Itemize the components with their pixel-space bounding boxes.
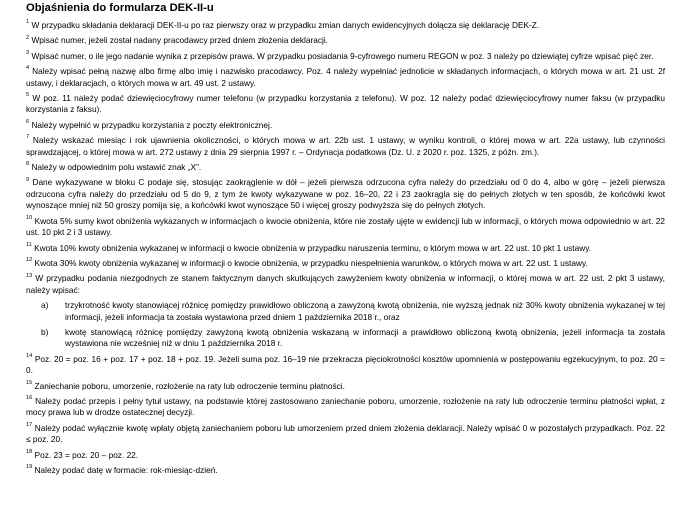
footnote-text: Dane wykazywane w bloku C podaje się, stosując zaokrąglenie w dół – jeżeli pierwsza odrzucona cyfra należy do przedziału od 0 do 4, albo w górę – jeżeli pierwsza odrzucona cyfra należy do przedziału od 5 do 9, z tym że kwoty wykazywane w poz. 16–20, 22 i 23 zaokrągla się do pełnych złotych w ten sposób, że końcówki kwot wynoszące mniej niż 50 groszy pomija się, a końcówki kwot wynoszące 50 i więcej groszy podwyższa się do pełnych złotych.	[26, 177, 665, 211]
footnote-text: Należy w odpowiednim polu wstawić znak „X”.	[31, 162, 202, 173]
footnote-number: 9	[26, 176, 30, 183]
footnote-number: 2	[26, 34, 30, 41]
footnote-number: 18	[26, 448, 33, 455]
sub-item-text: kwotę stanowiącą różnicę pomiędzy zawyżoną kwotą obniżenia wskazaną w informacji a prawidłowo obliczoną kwotą obniżenia, jeżeli informacja ta została wystawiona nie wcześniej niż w dniu 1 października 2018 r.	[65, 326, 665, 349]
footnote-number: 11	[26, 241, 32, 248]
footnote-number: 6	[26, 119, 30, 126]
footnote-text: W poz. 11 należy podać dziewięciocyfrowy numer telefonu (w przypadku korzystania z telefonu). W poz. 12 należy podać dziewięciocyfrowy numer faksu (w przypadku korzystania z faksu).	[26, 93, 665, 115]
footnote-number: 3	[26, 50, 30, 57]
subitems-list	[26, 300, 665, 350]
footnote-item	[26, 162, 665, 173]
footnote-item	[26, 354, 665, 377]
sub-item	[26, 300, 665, 323]
footnote-number: 12	[26, 257, 33, 264]
footnote-item	[26, 450, 665, 461]
footnote-text: Wpisać numer, jeżeli został nadany pracodawcy przed dniem złożenia deklaracji.	[31, 35, 328, 46]
notes-list	[26, 20, 665, 296]
footnote-item	[26, 243, 665, 254]
footnote-number: 10	[26, 214, 33, 221]
footnote-number: 7	[26, 134, 30, 141]
footnote-text: Wpisać numer, o ile jego nadanie wynika z przepisów prawa. W przypadku posiadania 9-cyfrowego numeru REGON w poz. 3 należy po dziewiątej cyfrze wpisać pięć zer.	[31, 50, 654, 61]
footnote-item	[26, 381, 665, 392]
footnote-number: 14	[26, 352, 33, 359]
footnote-text: Należy wypełnić w przypadku korzystania z poczty elektronicznej.	[31, 119, 273, 130]
footnote-item	[26, 273, 665, 296]
sub-item	[26, 327, 665, 350]
footnote-text: Kwota 10% kwoty obniżenia wykazanej w informacji o kwocie obniżenia w przypadku naruszenia terminu, o którym mowa w art. 22 ust. 10 pkt 1 ustawy.	[34, 242, 592, 253]
footnote-number: 1	[26, 19, 30, 26]
footnote-number: 19	[26, 464, 33, 471]
page-title: Objaśnienia do formularza DEK-II-u	[26, 2, 214, 14]
footnote-number: 8	[26, 161, 30, 168]
sub-item-label: b)	[41, 326, 49, 337]
footnote-item	[26, 396, 665, 419]
footnote-text: W przypadku podania niezgodnych ze stanem faktycznym danych skutkujących zawyżeniem kwoty obniżenia w informacji, o której mowa w art. 22 ust. 2 pkt 3 ustawy, należy wpisać:	[26, 273, 665, 295]
footnote-text: W przypadku składania deklaracji DEK-II-u po raz pierwszy oraz w przypadku zmian danych ewidencyjnych dołącza się deklarację DEK-Z.	[31, 20, 540, 30]
footnote-number: 4	[26, 65, 30, 72]
footnote-item	[26, 135, 665, 158]
footnote-item	[26, 120, 665, 131]
footnote-item	[26, 66, 665, 89]
footnote-item	[26, 51, 665, 62]
sub-item-text: trzykrotność kwoty stanowiącej różnicę pomiędzy prawidłowo obliczoną a zawyżoną kwotą obniżenia, nie wyższą jednak niż 30% kwoty obniżenia wykazanej w tej informacji, jeżeli informacja ta została wystawiona przed dniem 1 października 2018 r., oraz	[65, 300, 665, 322]
notes-list-continued	[26, 354, 665, 477]
footnote-number: 5	[26, 92, 30, 99]
footnote-text: Zaniechanie poboru, umorzenie, rozłożenie na raty lub odroczenie terminu płatności.	[34, 380, 345, 391]
footnote-text: Kwota 30% kwoty obniżenia wykazanej w informacji o kwocie obniżenia, w przypadku niespełnienia warunków, o których mowa w art. 22 ust. 1 ustawy.	[34, 257, 588, 268]
footnote-item	[26, 216, 665, 239]
footnote-item	[26, 35, 665, 46]
footnote-item	[26, 423, 665, 446]
sub-item-label: a)	[41, 300, 49, 311]
footnote-text: Należy podać przepis i pełny tytuł ustawy, na podstawie której zastosowano zaniechanie poboru, umorzenie, rozłożenie na raty lub odroczenie terminu płatności wpłat, z mocy prawa lub w drodze ostatecznej decyzji.	[26, 395, 665, 418]
footnote-text: Należy podać datę w formacie: rok-miesiąc-dzień.	[34, 465, 218, 475]
footnote-item	[26, 465, 665, 476]
footnote-text: Poz. 23 = poz. 20 – poz. 22.	[34, 449, 139, 460]
footnote-number: 17	[26, 422, 33, 429]
footnote-text: Należy wpisać pełną nazwę albo firmę albo imię i nazwisko pracodawcy. Poz. 4 należy wypełniać jednolicie w składanych informacjach, o których mowa w art. 21 ust. 2f ustawy, i deklaracjach, o których mowa w art. 49 ust. 2 ustawy.	[26, 66, 665, 88]
footnote-text: Należy wskazać miesiąc i rok ujawnienia okoliczności, o których mowa w art. 22b ust. 1 ustawy, w wyniku kontroli, o której mowa w art. 22a ustawy, lub czynności sprawdzającej, o której mowa w art. 272 ustawy z dnia 29 sierpnia 1997 r. – Ordynacja podatkowa (Dz. U. z 2020 r. poz. 1325, z późn. zm.).	[26, 135, 665, 157]
footnote-number: 15	[26, 379, 33, 386]
footnote-number: 13	[26, 272, 33, 279]
footnote-item	[26, 20, 665, 31]
footnote-text: Należy podać wyłącznie kwotę wpłaty objętą zaniechaniem poboru lub umorzeniem przed dniem złożenia deklaracji. Należy wpisać 0 w pozostałych przypadkach. Poz. 22 ≤ poz. 20.	[26, 422, 665, 445]
footnote-number: 16	[26, 395, 33, 402]
footnote-item	[26, 258, 665, 269]
footnote-text: Kwota 5% sumy kwot obniżenia wykazanych w informacjach o kwocie obniżenia, które nie zostały ujęte w ewidencji lub w informacji, o których mowa odpowiednio w art. 22 ust. 10 pkt 2 i 3 ustawy.	[26, 215, 665, 238]
footnote-item	[26, 93, 665, 116]
footnote-item	[26, 177, 665, 211]
footnote-text: Poz. 20 = poz. 16 + poz. 17 + poz. 18 + poz. 19. Jeżeli suma poz. 16–19 nie przekracza pięciokrotności kosztów upomnienia w postępowaniu egzekucyjnym, to poz. 20 = 0.	[26, 353, 665, 376]
